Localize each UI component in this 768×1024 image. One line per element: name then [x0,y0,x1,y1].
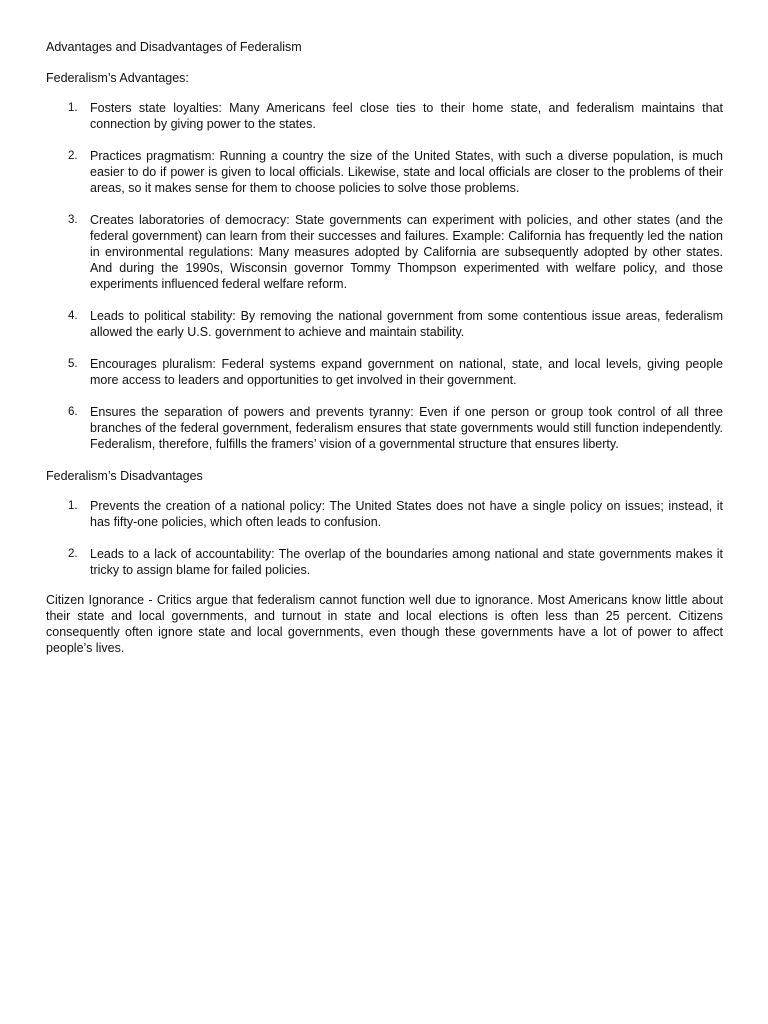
list-item [46,498,723,530]
list-item-number: 2. [68,548,78,560]
disadvantages-heading: Federalism’s Disadvantages [46,469,203,483]
list-item-number: 4. [68,310,78,322]
list-item-text: Leads to political stability: By removing the national government from some contentious issue areas, federalism allowed the early U.S. government to achieve and maintain stability. [90,309,723,339]
list-item [46,546,723,578]
advantages-heading: Federalism’s Advantages: [46,71,189,85]
list-item-text: Ensures the separation of powers and prevents tyranny: Even if one person or group took control of all three branches of the federal government, federalism ensures that state governments would still function independently. Federalism, therefore, fulfills the framers’ vision of a governmental structure that ensures liberty. [90,405,723,451]
list-item-text: Practices pragmatism: Running a country the size of the United States, with such a diverse population, is much easier to do if power is given to local officials. Likewise, state and local officials are closer to the problems of their areas, so it makes sense for them to choose policies to solve those problems. [90,149,723,195]
document-title: Advantages and Disadvantages of Federalism [46,40,302,54]
list-item-number: 5. [68,358,78,370]
list-item-number: 1. [68,500,78,512]
list-item-text: Encourages pluralism: Federal systems expand government on national, state, and local levels, giving people more access to leaders and opportunities to get involved in their government. [90,357,723,387]
closing-paragraph: Citizen Ignorance - Critics argue that federalism cannot function well due to ignorance. Most Americans know little about their state and local governments, and turnout in state and local elections is often less than 25 percent. Citizens consequently often ignore state and local governments, even though these governments have a lot of power to affect people’s lives. [46,593,723,655]
list-item-number: 6. [68,406,78,418]
list-item-text: Fosters state loyalties: Many Americans feel close ties to their home state, and federalism maintains that connection by giving power to the states. [90,101,723,131]
list-item-number: 1. [68,102,78,114]
advantages-list [46,100,723,452]
list-item [46,212,723,292]
list-item [46,148,723,196]
list-item-number: 2. [68,150,78,162]
list-item-text: Prevents the creation of a national policy: The United States does not have a single policy on issues; instead, it has fifty-one policies, which often leads to confusion. [90,499,723,529]
list-item [46,356,723,388]
list-item [46,404,723,452]
list-item-text: Leads to a lack of accountability: The overlap of the boundaries among national and state governments makes it tricky to assign blame for failed policies. [90,547,723,577]
document-body [46,39,723,656]
list-item [46,100,723,132]
list-item-number: 3. [68,214,78,226]
list-item-text: Creates laboratories of democracy: State governments can experiment with policies, and other states (and the federal government) can learn from their successes and failures. Example: California has frequently led the nation in environmental regulations: Many measures adopted by California are subsequently adopted by other states. And during the 1990s, Wisconsin governor Tommy Thompson experimented with welfare policy, and those experiments influenced federal welfare reform. [90,213,723,291]
disadvantages-list [46,498,723,578]
list-item [46,308,723,340]
